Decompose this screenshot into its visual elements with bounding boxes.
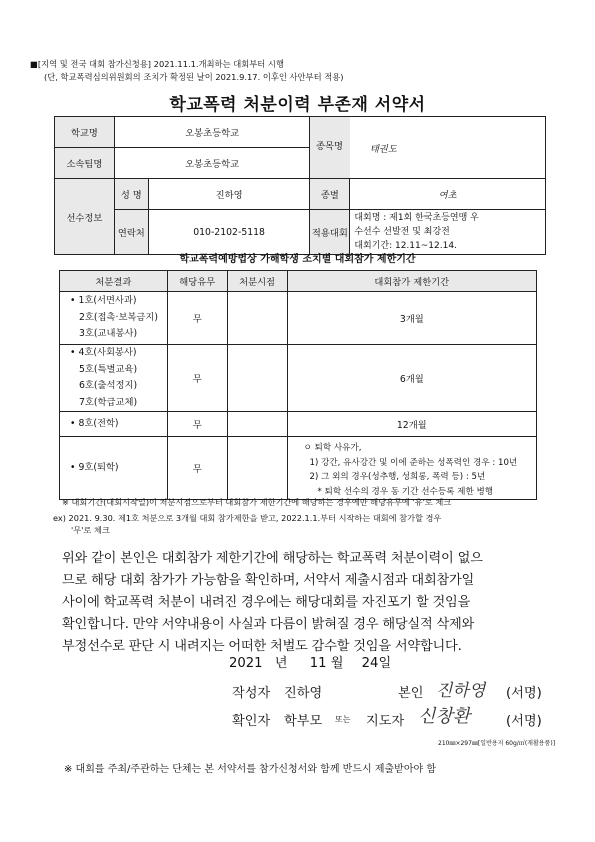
- event-label: 종목명: [316, 141, 343, 152]
- notice-line-1: ■[지역 및 전국 대회 참가신청용] 2021.11.1.개최하는 대회부터 시행: [30, 59, 284, 69]
- self-label: 본인: [398, 686, 424, 701]
- name-value: 진하영: [148, 179, 310, 210]
- parent-label: 학부모: [284, 714, 323, 729]
- penalty-row-9: • 9호(퇴학): [60, 437, 168, 500]
- event-value: 태권도: [350, 117, 546, 179]
- school-value: 오봉초등학교: [114, 117, 310, 148]
- confirmer-label: 확인자: [232, 714, 271, 729]
- criteria-title: 학교폭력예방법상 가해학생 조치별 대회참가 제한기간: [179, 254, 416, 265]
- header-period: 대회참가 제한기간: [287, 271, 536, 292]
- applicable-value: 무: [167, 292, 227, 345]
- applicable-value: 무: [167, 345, 227, 412]
- note-line-1: ※ 대회기간(대회시작일)이 처분시점으로부터 대회참가 제한기간에 해당하는 경우에만 해당유무에 '유'로 체크: [62, 497, 452, 507]
- expulsion-period: ㅇ 퇴학 사유가, 1) 강간, 유사강간 및 이에 준하는 성폭력인 경우 : 10년 2) 그 외의 경우(성추행, 성희롱, 폭력 등) : 5년 * 퇴학 선수의 경우 동 기간 선수등록 제한 병행: [287, 437, 536, 500]
- self-sign-mark: (서명): [506, 686, 542, 701]
- competition-value: 대회명 : 제1회 한국초등연맹 우 수선수 선발전 및 최강전 대회기간: 12.11~12.14.: [350, 210, 546, 255]
- notice-line-2: (단, 학교폭력심의위원회의 조치가 확정된 날이 2021.9.17. 이후인 사안부터 적용): [44, 72, 344, 82]
- self-signature: 진하영: [436, 681, 486, 701]
- note-line-2: ex) 2021. 9.30. 제1호 처분으로 3개월 대회 참가제한을 받고, 2022.1.1.부터 시작하는 대회에 참가할 경우: [53, 513, 442, 523]
- applicable-value: 무: [167, 437, 227, 500]
- athlete-info-label: 선수정보: [55, 179, 115, 255]
- applicable-value: 무: [167, 412, 227, 437]
- gender-value: 여초: [350, 179, 546, 210]
- penalty-row-8: • 8호(전학): [60, 412, 168, 437]
- header-timing: 처분시점: [227, 271, 287, 292]
- leader-sign-mark: (서명): [506, 714, 542, 729]
- penalty-row-1-3: • 1호(서면사과) 2호(접촉·보복금지) 3호(교내봉사): [60, 292, 168, 345]
- or-label: 또는: [335, 715, 351, 724]
- document-title: 학교폭력 처분이력 부존재 서약서: [169, 95, 426, 115]
- period-value: 3개월: [287, 292, 536, 345]
- penalty-row-4-7: • 4호(사회봉사) 5호(특별교육) 6호(출석정지) 7호(학급교체): [60, 345, 168, 412]
- team-label: 소속팀명: [55, 148, 115, 179]
- author-label: 작성자: [232, 686, 271, 701]
- athlete-info-table: [54, 116, 546, 255]
- period-value: 6개월: [287, 345, 536, 412]
- date-line: 2021 년 11 월 24일: [229, 656, 392, 671]
- team-value: 오봉초등학교: [114, 148, 310, 179]
- school-label: 학교명: [55, 117, 115, 148]
- pledge-body: 위와 같이 본인은 대회참가 제한기간에 해당하는 학교폭력 처분이력이 없으 므로 해당 대회 참가가 가능함을 확인하며, 서약서 제출시점과 대회참가일 사이에 학교폭력 처분이 내려진 경우에는 해당대회를 자진포기 할 것임을 확인합니다. 만약 서약내용이 사실과 다름이 밝혀질 경우 해당실적 삭제와 부정선수로 판단 시 내려지는 어떠한 처벌도 감수할 것임을 서약합니다.: [62, 551, 483, 654]
- footer-note: ※ 대회를 주최/주관하는 단체는 본 서약서를 참가신청서와 함께 반드시 제출받아야 함: [64, 764, 436, 775]
- gender-label: 종별: [310, 179, 350, 210]
- note-line-3: '무'로 체크: [71, 525, 110, 535]
- contact-value: 010-2102-5118: [148, 210, 310, 255]
- header-result: 처분결과: [60, 271, 168, 292]
- header-applicable: 해당유무: [167, 271, 227, 292]
- leader-signature: 신창환: [418, 706, 471, 727]
- name-label: 성 명: [114, 179, 148, 210]
- penalty-table: [59, 270, 537, 500]
- period-value: 12개월: [287, 412, 536, 437]
- leader-label: 지도자: [366, 714, 405, 729]
- author-name: 진하영: [284, 686, 323, 701]
- contact-label: 연락처: [114, 210, 148, 255]
- competition-label: 적용대회: [310, 210, 350, 255]
- paper-size-note: 210㎜×297㎜[일반용지 60g/㎡(재활용품)]: [438, 740, 556, 747]
